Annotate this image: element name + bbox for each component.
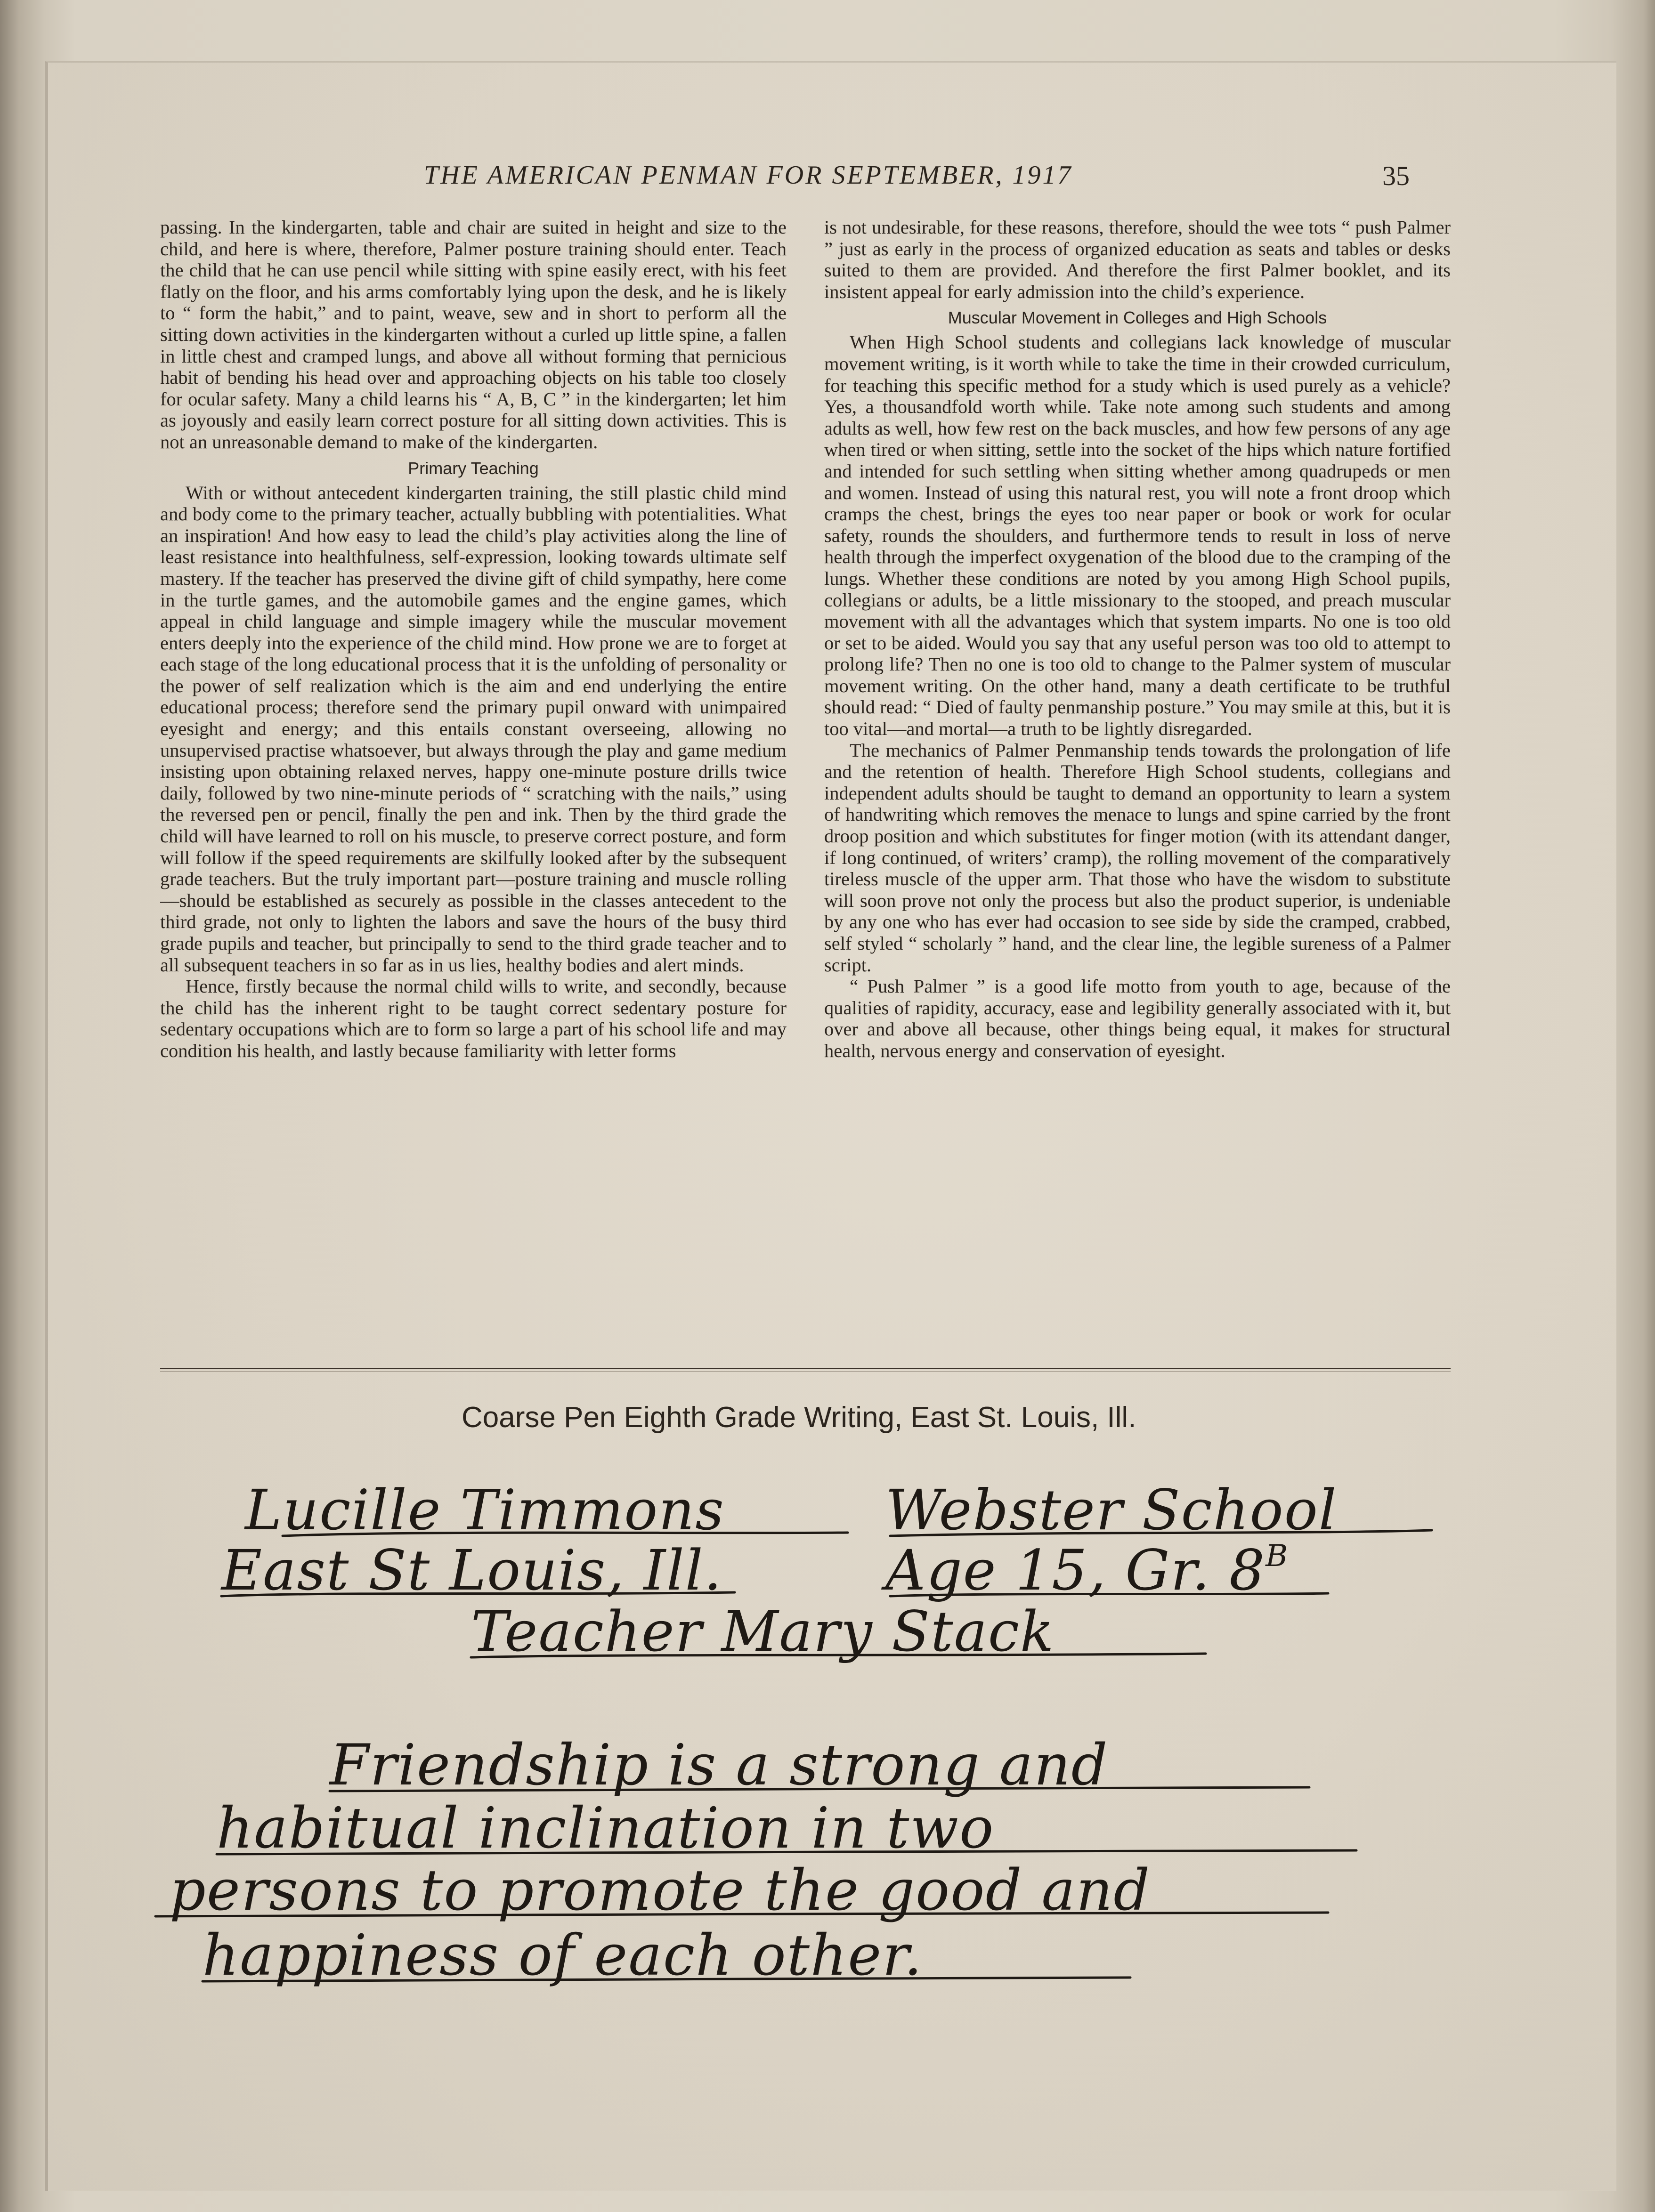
section-heading: Primary Teaching <box>408 458 539 478</box>
paragraph: The mechanics of Palmer Penmanship tends towards the prolongation of life and the retention of health. Therefore High School students, collegians and independent adults should be taught to demand an opportunity to learn a system of handwriting which removes the menace to lungs and spine carried by the front droop position and which substitutes for finger motion (with its attendant danger, if long continued, of writers’ cramp), the rolling movement of the comparatively tireless muscle of the upper arm. That those who have the wisdom to substitute will soon prove not only the process but also the product superior, is undeniable by any one who has ever had occasion to see side by side the cramped, crabbed, self styled “ scholarly ” hand, and the clear line, the legible sureness of a Palmer script. <box>824 739 1451 976</box>
handwriting-line-4: Friendship is a strong and <box>330 1733 1109 1798</box>
paragraph: When High School students and collegians lack knowledge of muscular movement writing, is it worth while to take the time in their crowded curriculum, for teaching this specific method for a study which is used purely as a vehicle? Yes, a thousandfold worth while. Take note among such students and among adults as well, how few rest on the back muscles, and how few persons of any age when tired or when sitting, settle into the socket of the hips which nature fortified and intended for such settling when sitting whether among quadrupeds or men and women. Instead of using this natural rest, you will note a front droop which cramps the chest, brings the eyes too near paper or book or work for ocular safety, rounds the shoulders, and furthermore tends to result in loss of nerve health through the imperfect oxygenation of the blood due to the cramping of the lungs. Whether these conditions are noted by you among High School pupils, collegians or adults, be a little missionary to the stooped, and preach muscular movement with all the advantages which that system imparts. No one is too old or set to be aided. Would you say that any useful person was too old to attempt to prolong life? Then no one is too old to change to the Palmer system of muscular movement writing. On the other hand, many a death certificate to be truthful should read: “ Died of faulty penmanship posture.” You may smile at this, but it is too vital—and mortal—a truth to be lightly disregarded. <box>824 331 1451 740</box>
paragraph: “ Push Palmer ” is a good life motto from youth to age, because of the qualities of rapidity, accuracy, ease and legibility generally associated with it, but over and above all because, other things being equal, it makes for structural health, nervous energy and conservation of eyesight. <box>824 976 1451 1061</box>
paragraph: With or without antecedent kindergarten training, the still plastic child mind and body come to the primary teacher, actually bubbling with potentialities. What an inspiration! And how easy to lead the child’s play activities along the line of least resistance into healthfulness, self-expression, looking towards ultimate self mastery. If the teacher has preserved the divine gift of child sympathy, here come in the turtle games, and the automobile games and the engine games, which appeal in child language and simple imagery while the muscular movement enters deeply into the experience of the child mind. How prone we are to forget at each stage of the long educational process that it is the unfolding of personality or the power of self realization which is the aim and end underlying the entire educational process; therefore send the primary pupil onward with unimpaired eyesight and energy; and this entails constant overseeing, allowing no unsupervised practise whatsoever, but always through the play and game medium insisting upon obtaining relaxed nerves, happy one-minute posture drills twice daily, followed by two nine-minute periods of “ scratching with the nails,” using the reversed pen or pencil, finally the pen and ink. Then by the third grade the child will have learned to roll on his muscle, to preserve correct posture, and form will follow if the speed requirements are skilfully looked after by the subsequent grade teachers. But the truly important part—posture training and muscle rolling—should be established as securely as possible in the classes antecedent to the third grade, not only to lighten the labors and save the hours of the busy third grade pupils and teacher, but principally to send to the third grade teacher and to all subsequent teachers in so far as in us lies, healthy bodies and alert minds. <box>160 482 787 976</box>
paragraph: is not undesirable, for these reasons, therefore, should the wee tots “ push Palmer ” just as early in the process of organized education as seats and tables or desks suited to them are provided. And therefore the first Palmer booklet, and its insistent appeal for early admission into the child’s experience. <box>824 217 1451 302</box>
handwriting-line-2a: East St Louis, Ill. <box>221 1538 723 1603</box>
paragraph: passing. In the kindergarten, table and chair are suited in height and size to the child, and here is where, therefore, Palmer posture training should enter. Teach the child that he can use pencil while sitting with spine easily erect, with his feet flatly on the floor, and his arms comfortably lying upon the desk, and he is likely to “ form the habit,” and to paint, weave, sew and in short to perform all the sitting down activities in the kindergarten without a curled up little spine, a fallen in little chest and cramped lungs, and above all without forming that pernicious habit of bending his head over and approaching objects on his table too closely for ocular safety. Many a child learns his “ A, B, C ” in the kindergarten; let him as joyously and easily learn correct posture for all sitting down activities. This is not an unreasonable demand to make of the kindergarten. <box>160 217 787 452</box>
handwriting-line-7: happiness of each other. <box>203 1923 923 1988</box>
specimen-title: Coarse Pen Eighth Grade Writing, East St. Louis, Ill. <box>462 1401 1136 1434</box>
handwriting-line-1b: Webster School <box>885 1477 1338 1542</box>
handwriting-line-6: persons to promote the good and <box>170 1858 1151 1923</box>
handwriting-line-3: Teacher Mary Stack <box>471 1599 1055 1664</box>
handwriting-line-1a: Lucille Timmons <box>245 1477 725 1542</box>
handwriting-line-2b-text: Age 15, Gr. 8 <box>885 1538 1266 1603</box>
page-number: 35 <box>1382 161 1410 191</box>
handwriting-grade-superscript: B <box>1266 1539 1289 1574</box>
handwriting-line-2b <box>881 1538 1289 1603</box>
section-heading: Muscular Movement in Colleges and High Schools <box>948 308 1327 328</box>
handwriting-line-5: habitual inclination in two <box>217 1796 995 1861</box>
paragraph: Hence, firstly because the normal child wills to write, and secondly, because the child has the inherent right to be taught correct sedentary posture for sedentary occupations which are to form so large a part of his school life and may condition his health, and lastly because familiarity with letter forms <box>160 976 787 1061</box>
running-head: THE AMERICAN PENMAN FOR SEPTEMBER, 1917 <box>424 161 1073 190</box>
